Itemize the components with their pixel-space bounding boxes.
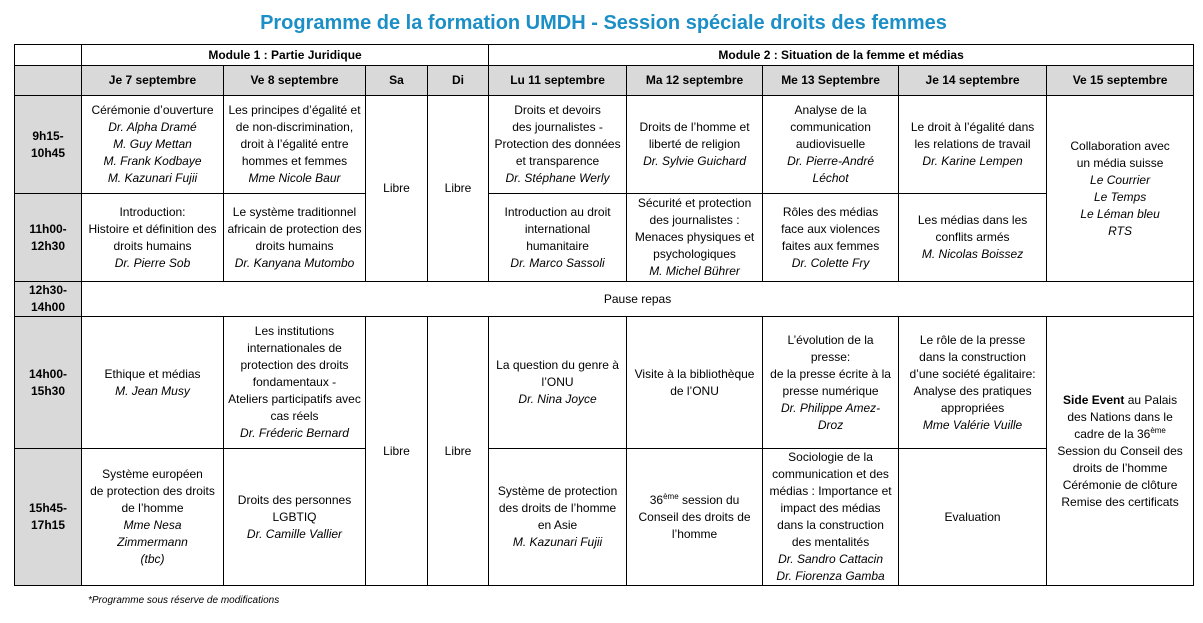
time-slot: 11h00- 12h30: [15, 194, 82, 282]
session-cell: Introduction: Histoire et définition des droits humains Dr. Pierre Sob: [82, 194, 224, 282]
day-header: Je 14 septembre: [899, 66, 1047, 96]
free-day-cell: Libre: [366, 96, 428, 282]
session-cell: Le système traditionnel africain de protection des droits humains Dr. Kanyana Mutombo: [224, 194, 366, 282]
day-header: Ma 12 septembre: [627, 66, 763, 96]
day-header: Sa: [366, 66, 428, 96]
page-title: Programme de la formation UMDH - Session spéciale droits des femmes: [260, 11, 947, 34]
lunch-break-cell: Pause repas: [82, 282, 1194, 317]
day-header: Ve 8 septembre: [224, 66, 366, 96]
side-event-label: Side Event: [1063, 392, 1125, 407]
session-cell: Le rôle de la presse dans la construction d’une société égalitaire: Analyse des pratiques appropriées Mme Valérie Vuille: [899, 317, 1047, 449]
session-cell: Les principes d’égalité et de non-discrimination, droit à l’égalité entre hommes et femmes Mme Nicole Baur: [224, 96, 366, 194]
session-cell: Sociologie de la communication et des médias : Importance et impact des médias dans la construction des mentalités Dr. Sandro Cattacin Dr. Fiorenza Gamba: [763, 449, 899, 586]
session-cell: L’évolution de la presse: de la presse écrite à la presse numérique Dr. Philippe Amez- Droz: [763, 317, 899, 449]
session-cell: Droits de l’homme et liberté de religion Dr. Sylvie Guichard: [627, 96, 763, 194]
session-cell: Introduction au droit international humanitaire Dr. Marco Sassoli: [489, 194, 627, 282]
day-header: Je 7 septembre: [82, 66, 224, 96]
corner-cell: [15, 45, 82, 66]
day-header: Ve 15 septembre: [1047, 66, 1194, 96]
session-cell: Collaboration avec un média suisse Le Courrier Le Temps Le Léman bleu RTS: [1047, 96, 1194, 282]
session-cell: Visite à la bibliothèque de l’ONU: [627, 317, 763, 449]
free-day-cell: Libre: [366, 317, 428, 586]
module-1-header: Module 1 : Partie Juridique: [82, 45, 489, 66]
day-header: Me 13 Septembre: [763, 66, 899, 96]
time-slot: 9h15- 10h45: [15, 96, 82, 194]
free-day-cell: Libre: [428, 96, 489, 282]
free-day-cell: Libre: [428, 317, 489, 586]
session-cell: Les médias dans les conflits armés M. Nicolas Boissez: [899, 194, 1047, 282]
day-header: Lu 11 septembre: [489, 66, 627, 96]
time-slot: 12h30- 14h00: [15, 282, 82, 317]
session-cell: Evaluation: [899, 449, 1047, 586]
time-slot: 14h00- 15h30: [15, 317, 82, 449]
session-cell: Sécurité et protection des journalistes : Menaces physiques et psychologiques M. Michel Bührer: [627, 194, 763, 282]
session-cell: Les institutions internationales de protection des droits fondamentaux - Ateliers participatifs avec cas réels Dr. Fréderic Bernard: [224, 317, 366, 449]
session-cell: Ethique et médias M. Jean Musy: [82, 317, 224, 449]
day-header: Di: [428, 66, 489, 96]
session-cell: Rôles des médias face aux violences faites aux femmes Dr. Colette Fry: [763, 194, 899, 282]
time-slot: 15h45- 17h15: [15, 449, 82, 586]
schedule-table: [14, 44, 1194, 586]
session-cell: Système de protection des droits de l’homme en Asie M. Kazunari Fujii: [489, 449, 627, 586]
session-cell: Système européen de protection des droits de l’homme Mme Nesa Zimmermann (tbc): [82, 449, 224, 586]
footnote: *Programme sous réserve de modifications: [88, 595, 280, 606]
session-cell: La question du genre à l’ONU Dr. Nina Joyce: [489, 317, 627, 449]
session-cell: Droits des personnes LGBTIQ Dr. Camille Vallier: [224, 449, 366, 586]
session-cell: Analyse de la communication audiovisuelle Dr. Pierre-André Léchot: [763, 96, 899, 194]
session-cell: Side Event au Palais des Nations dans le cadre de la 36ème Session du Conseil des droits de l’homme Cérémonie de clôture Remise des certificats: [1047, 317, 1194, 586]
session-cell: Cérémonie d’ouverture Dr. Alpha Dramé M. Guy Mettan M. Frank Kodbaye M. Kazunari Fujii: [82, 96, 224, 194]
session-cell: Droits et devoirs des journalistes - Protection des données et transparence Dr. Stéphane Werly: [489, 96, 627, 194]
session-cell: Le droit à l’égalité dans les relations de travail Dr. Karine Lempen: [899, 96, 1047, 194]
time-header: [15, 66, 82, 96]
session-cell: 36ème session du Conseil des droits de l’homme: [627, 449, 763, 586]
module-2-header: Module 2 : Situation de la femme et médias: [489, 45, 1194, 66]
